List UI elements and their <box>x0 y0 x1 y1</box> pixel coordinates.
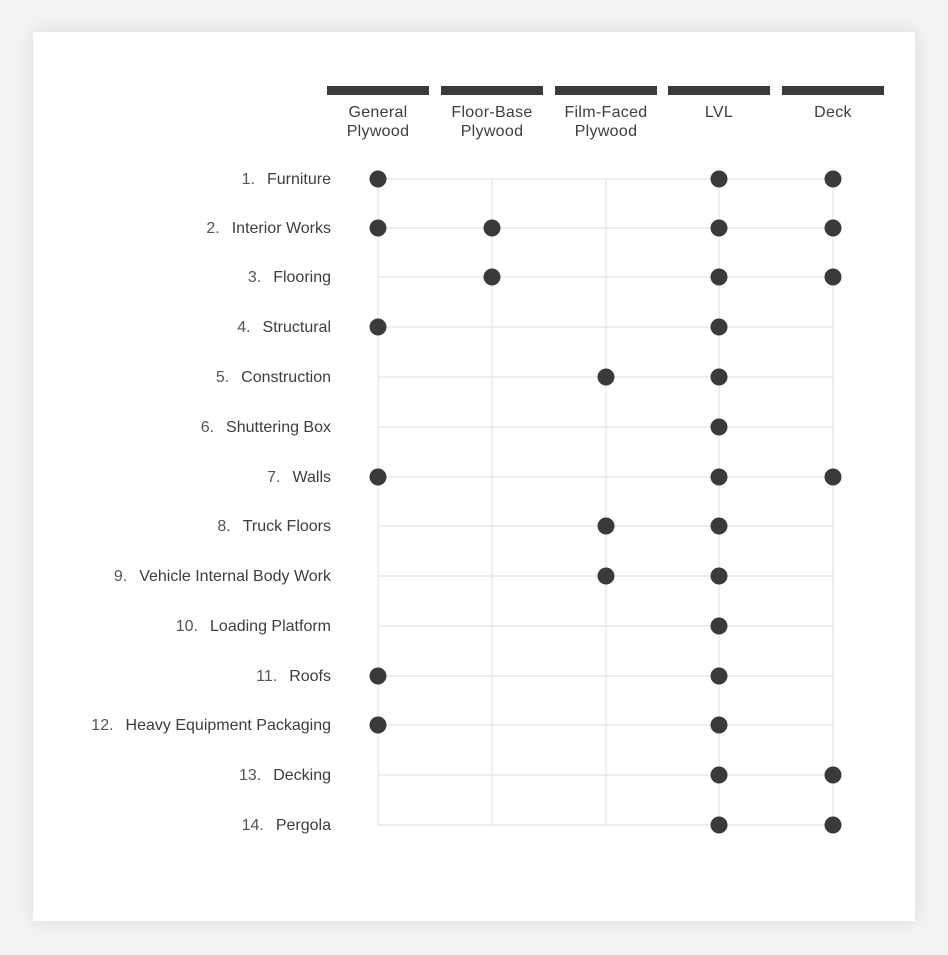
row-label <box>239 767 331 784</box>
row-label <box>267 469 331 486</box>
row-number: 12. <box>91 717 114 734</box>
row-labels <box>91 171 332 834</box>
row-label-text: Decking <box>273 767 331 784</box>
column-headers <box>327 86 884 140</box>
row-label <box>176 618 331 635</box>
column-header-bar <box>327 86 429 95</box>
data-point <box>711 269 728 286</box>
column-header-label: Plywood <box>346 123 410 140</box>
row-label-text: Shuttering Box <box>226 419 331 436</box>
row-label <box>114 568 332 585</box>
row-label-text: Loading Platform <box>210 618 331 635</box>
data-point <box>711 469 728 486</box>
data-point <box>825 817 842 834</box>
column-header-label: LVL <box>704 104 734 121</box>
row-label-text: Structural <box>262 319 331 336</box>
row-label-text: Truck Floors <box>242 518 331 535</box>
row-label <box>206 220 331 237</box>
row-number: 14. <box>241 817 264 834</box>
data-point <box>370 717 387 734</box>
data-point <box>598 518 615 535</box>
row-number: 1. <box>241 171 255 188</box>
data-point <box>711 717 728 734</box>
row-number: 6. <box>200 419 215 436</box>
column-header-bar <box>782 86 884 95</box>
column-header-label: Film-Faced <box>564 104 648 121</box>
data-point <box>825 767 842 784</box>
data-point <box>711 220 728 237</box>
column-header-label: Plywood <box>460 123 524 140</box>
row-number: 2. <box>206 220 220 237</box>
column-header-label: Deck <box>814 104 852 121</box>
row-label-text: Furniture <box>266 171 331 188</box>
row-label <box>242 171 331 188</box>
data-point <box>370 469 387 486</box>
row-label-text: Interior Works <box>231 220 331 237</box>
data-point <box>711 171 728 188</box>
data-point <box>370 668 387 685</box>
row-label-text: Vehicle Internal Body Work <box>139 568 331 585</box>
data-point <box>825 269 842 286</box>
row-label-text: Construction <box>241 369 331 386</box>
row-label <box>216 369 331 386</box>
row-label <box>91 717 331 734</box>
data-point <box>484 220 501 237</box>
data-point <box>484 269 501 286</box>
data-point <box>370 220 387 237</box>
row-label <box>256 668 331 685</box>
column-header-label: General <box>348 104 408 121</box>
column-header-bar <box>668 86 770 95</box>
data-point <box>711 817 728 834</box>
row-number: 3. <box>247 269 262 286</box>
row-label-text: Heavy Equipment Packaging <box>125 717 331 734</box>
data-point <box>370 171 387 188</box>
row-label-text: Pergola <box>275 817 331 834</box>
data-point <box>711 518 728 535</box>
row-number: 13. <box>238 767 262 784</box>
column-header-label: Floor-Base <box>451 104 533 121</box>
data-point <box>825 469 842 486</box>
row-number: 9. <box>113 568 128 585</box>
data-point <box>711 319 728 336</box>
row-label <box>242 817 332 834</box>
row-number: 10. <box>175 618 199 635</box>
row-label-text: Roofs <box>289 668 331 685</box>
column-header-bar <box>555 86 657 95</box>
data-point <box>825 220 842 237</box>
data-point <box>711 767 728 784</box>
data-point <box>711 618 728 635</box>
column-header-bar <box>441 86 543 95</box>
row-number: 8. <box>217 518 231 535</box>
data-point <box>711 419 728 436</box>
row-number: 4. <box>237 319 251 336</box>
data-point <box>711 369 728 386</box>
data-point <box>370 319 387 336</box>
row-number: 5. <box>215 369 230 386</box>
column-header-label: Plywood <box>574 123 638 140</box>
row-label <box>248 269 331 286</box>
row-number: 7. <box>267 469 281 486</box>
row-number: 11. <box>256 668 278 685</box>
data-point <box>711 568 728 585</box>
data-point <box>598 568 615 585</box>
row-label <box>201 419 331 436</box>
data-point <box>598 369 615 386</box>
row-label <box>237 319 331 336</box>
grid-lines <box>378 179 833 825</box>
data-point <box>825 171 842 188</box>
row-label-text: Walls <box>292 469 331 486</box>
row-label-text: Flooring <box>273 269 331 286</box>
row-label <box>217 518 331 535</box>
data-point <box>711 668 728 685</box>
